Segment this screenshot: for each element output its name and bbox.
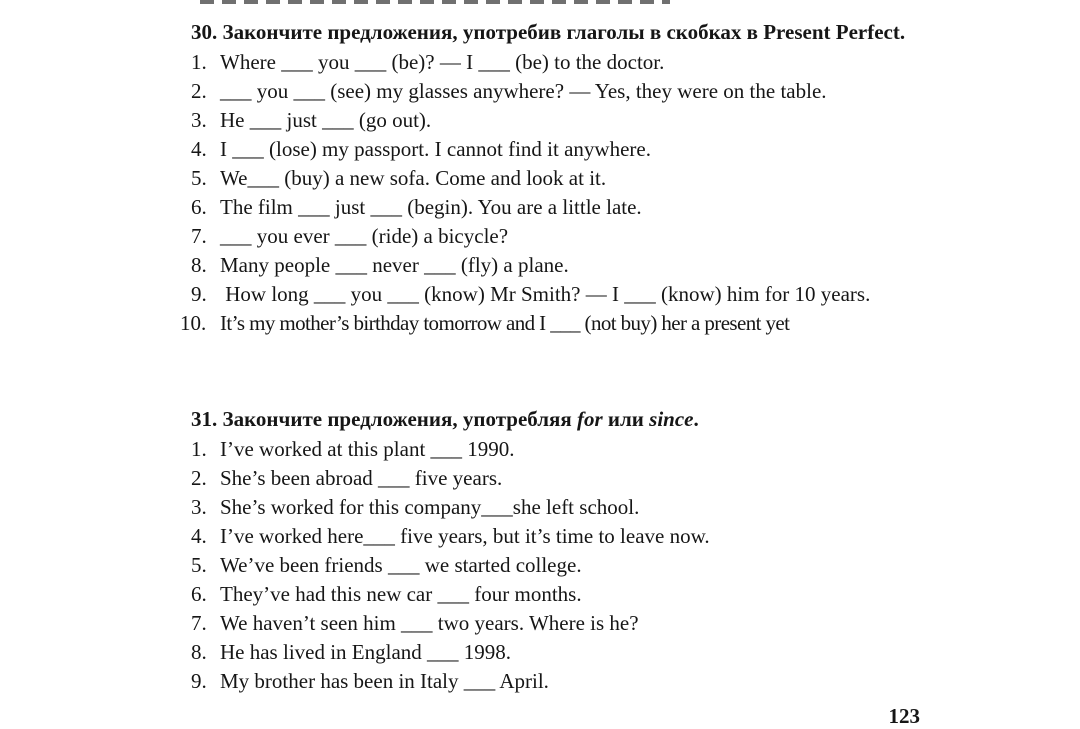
item-number: 3. xyxy=(191,495,207,519)
item-text: The film ___ just ___ (begin). You are a little late. xyxy=(220,195,642,219)
exercise-30-item-7 xyxy=(158,222,924,251)
exercise-31-item-2 xyxy=(158,464,924,493)
exercise-31-item-5 xyxy=(158,551,924,580)
keyword-since: since xyxy=(649,407,694,431)
exercise-30-item-6 xyxy=(158,193,924,222)
exercise-30-heading xyxy=(158,18,924,47)
exercise-31-item-3 xyxy=(158,493,924,522)
exercise-30 xyxy=(158,18,924,338)
item-number: 8. xyxy=(191,640,207,664)
item-number: 5. xyxy=(191,166,207,190)
exercise-30-number: 30. xyxy=(191,20,218,44)
item-text: I’ve worked at this plant ___ 1990. xyxy=(220,437,515,461)
item-text: I ___ (lose) my passport. I cannot find it anywhere. xyxy=(220,137,651,161)
item-text: We haven’t seen him ___ two years. Where is he? xyxy=(220,611,639,635)
heading-period: . xyxy=(693,407,699,431)
item-text: How long ___ you ___ (know) Mr Smith? — I ___ (know) him for 10 years. xyxy=(225,282,871,306)
exercise-30-item-8 xyxy=(158,251,924,280)
item-number: 8. xyxy=(191,253,207,277)
page-number: 123 xyxy=(888,704,920,728)
exercise-30-item-2 xyxy=(158,77,924,106)
exercise-30-item-5 xyxy=(158,164,924,193)
exercise-30-item-10 xyxy=(158,309,924,338)
item-number: 4. xyxy=(191,524,207,548)
item-number: 5. xyxy=(191,553,207,577)
item-text: They’ve had this new car ___ four months. xyxy=(220,582,582,606)
exercise-31 xyxy=(158,405,924,696)
item-number: 7. xyxy=(191,611,207,635)
item-number: 6. xyxy=(191,195,207,219)
item-number: 1. xyxy=(191,437,207,461)
item-text: We’ve been friends ___ we started college. xyxy=(220,553,582,577)
item-text: He has lived in England ___ 1998. xyxy=(220,640,512,664)
exercise-30-item-3 xyxy=(158,106,924,135)
exercise-31-title: Закончите предложения, употребляя xyxy=(222,407,572,431)
cropped-previous-line xyxy=(200,0,670,4)
item-number: 1. xyxy=(191,50,207,74)
item-number: 3. xyxy=(191,108,207,132)
item-number: 9. xyxy=(191,669,207,693)
exercise-31-heading xyxy=(158,405,924,434)
item-number: 6. xyxy=(191,582,207,606)
item-text: It’s my mother’s birthday tomorrow and I ___ (not buy) her a present yet xyxy=(220,311,790,335)
exercise-30-item-1 xyxy=(158,48,924,77)
item-text: We___ (buy) a new sofa. Come and look at it. xyxy=(220,166,607,190)
item-number: 9. xyxy=(191,282,207,306)
word-or: или xyxy=(607,407,644,431)
item-text: Where ___ you ___ (be)? — I ___ (be) to the doctor. xyxy=(220,50,665,74)
item-text: He ___ just ___ (go out). xyxy=(220,108,432,132)
item-text: Many people ___ never ___ (fly) a plane. xyxy=(220,253,569,277)
item-text: My brother has been in Italy ___ April. xyxy=(220,669,549,693)
item-number: 7. xyxy=(191,224,207,248)
keyword-for: for xyxy=(577,407,603,431)
exercise-31-item-4 xyxy=(158,522,924,551)
item-number: 2. xyxy=(191,79,207,103)
item-number: 2. xyxy=(191,466,207,490)
item-text: She’s been abroad ___ five years. xyxy=(220,466,503,490)
exercise-30-item-4 xyxy=(158,135,924,164)
exercise-31-item-1 xyxy=(158,435,924,464)
item-text: ___ you ___ (see) my glasses anywhere? — Yes, they were on the table. xyxy=(220,79,827,103)
item-number: 10. xyxy=(180,311,207,335)
item-text: I’ve worked here___ five years, but it’s time to leave now. xyxy=(220,524,710,548)
item-number: 4. xyxy=(191,137,207,161)
exercise-31-item-8 xyxy=(158,638,924,667)
exercise-30-item-9 xyxy=(158,280,924,309)
exercise-31-number: 31. xyxy=(191,407,218,431)
exercise-31-item-6 xyxy=(158,580,924,609)
exercise-31-item-7 xyxy=(158,609,924,638)
exercise-30-title: Закончите предложения, употребив глаголы в скобках в Present Perfect. xyxy=(222,20,906,44)
exercise-31-item-9 xyxy=(158,667,924,696)
item-text: She’s worked for this company___she left school. xyxy=(220,495,640,519)
item-text: ___ you ever ___ (ride) a bicycle? xyxy=(220,224,509,248)
